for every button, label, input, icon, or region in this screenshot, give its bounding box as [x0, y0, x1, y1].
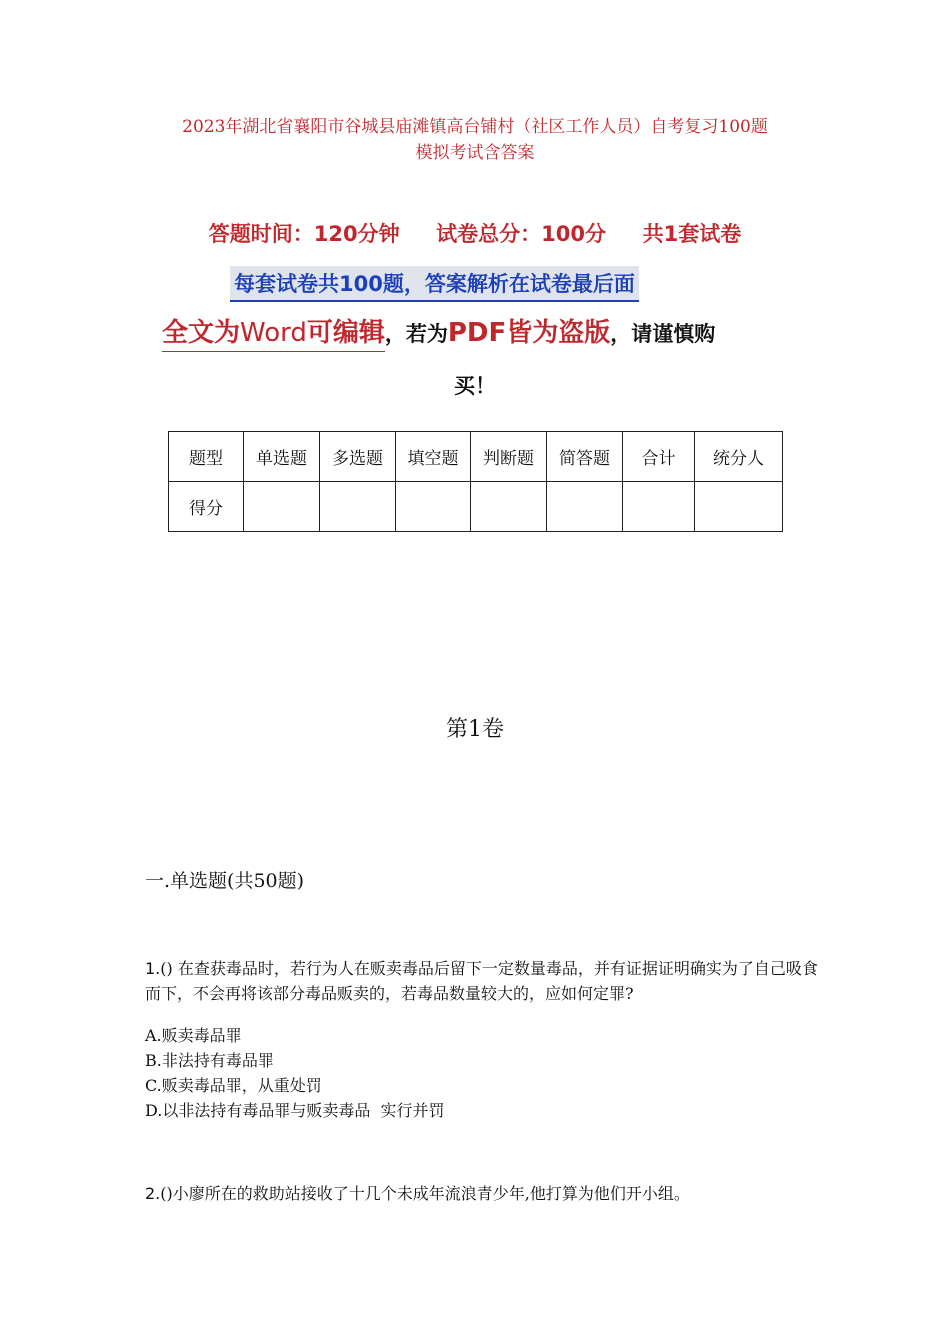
score-cell — [396, 482, 471, 532]
question-1-option-a: A.贩卖毒品罪 — [145, 1026, 242, 1045]
question-1-text: () 在查获毒品时，若行为人在贩卖毒品后留下一定数量毒品，并有证据证明确实为了自己吸食而下，不会再将该部分毒品贩卖的，若毒品数量较大的，应如何定罪? — [145, 959, 818, 1003]
score-cell — [695, 482, 783, 532]
question-2-number: 2. — [145, 1184, 161, 1203]
header-cell-type: 题型 — [169, 432, 244, 482]
warning-part-7: 买！ — [454, 374, 496, 398]
question-1-option-b: B.非法持有毒品罪 — [145, 1051, 274, 1070]
score-table-header-row — [169, 432, 783, 482]
score-cell — [623, 482, 695, 532]
score-cell — [471, 482, 547, 532]
score-table — [168, 431, 783, 532]
section-title: 第1卷 — [446, 717, 504, 742]
question-1-option-d: D.以非法持有毒品罪与贩卖毒品 实行并罚 — [145, 1101, 445, 1120]
warning-part-5: PDF皆为盗版 — [447, 318, 611, 348]
score-row-label: 得分 — [169, 482, 244, 532]
question-2 — [145, 1181, 825, 1206]
header-cell-multi: 多选题 — [320, 432, 396, 482]
header-cell-fill: 填空题 — [396, 432, 471, 482]
question-2-text: ()小廖所在的救助站接收了十几个未成年流浪青少年,他打算为他们开小组。 — [160, 1184, 690, 1203]
title-line-2: 模拟考试含答案 — [415, 143, 535, 163]
question-1-option-c: C.贩卖毒品罪，从重处罚 — [145, 1076, 322, 1095]
warning-part-1: 全文为 — [162, 318, 241, 348]
header-cell-scorer: 统分人 — [695, 432, 783, 482]
warning-part-3: 可编辑 — [306, 318, 385, 348]
copyright-warning — [162, 312, 715, 349]
warning-part-4: ，若为 — [384, 322, 448, 346]
question-1-stem — [145, 956, 825, 1006]
score-cell — [320, 482, 396, 532]
warning-part-6: ，请谨慎购 — [610, 322, 716, 346]
exam-info: 答题时间：120分钟 试卷总分：100分 共1套试卷 — [208, 222, 742, 246]
question-1 — [145, 956, 825, 1123]
score-table-score-row — [169, 482, 783, 532]
header-cell-short: 简答题 — [547, 432, 623, 482]
header-cell-judge: 判断题 — [471, 432, 547, 482]
answer-notice: 每套试卷共100题，答案解析在试卷最后面 — [230, 266, 639, 302]
score-cell — [244, 482, 320, 532]
question-1-number: 1. — [145, 959, 161, 978]
score-cell — [547, 482, 623, 532]
warning-part-2: Word — [240, 318, 307, 348]
document-title — [130, 114, 820, 166]
header-cell-single: 单选题 — [244, 432, 320, 482]
part-title: 一.单选题(共50题) — [145, 870, 305, 892]
title-line-1: 2023年湖北省襄阳市谷城县庙滩镇高台铺村（社区工作人员）自考复习100题 — [182, 117, 768, 137]
header-cell-total: 合计 — [623, 432, 695, 482]
